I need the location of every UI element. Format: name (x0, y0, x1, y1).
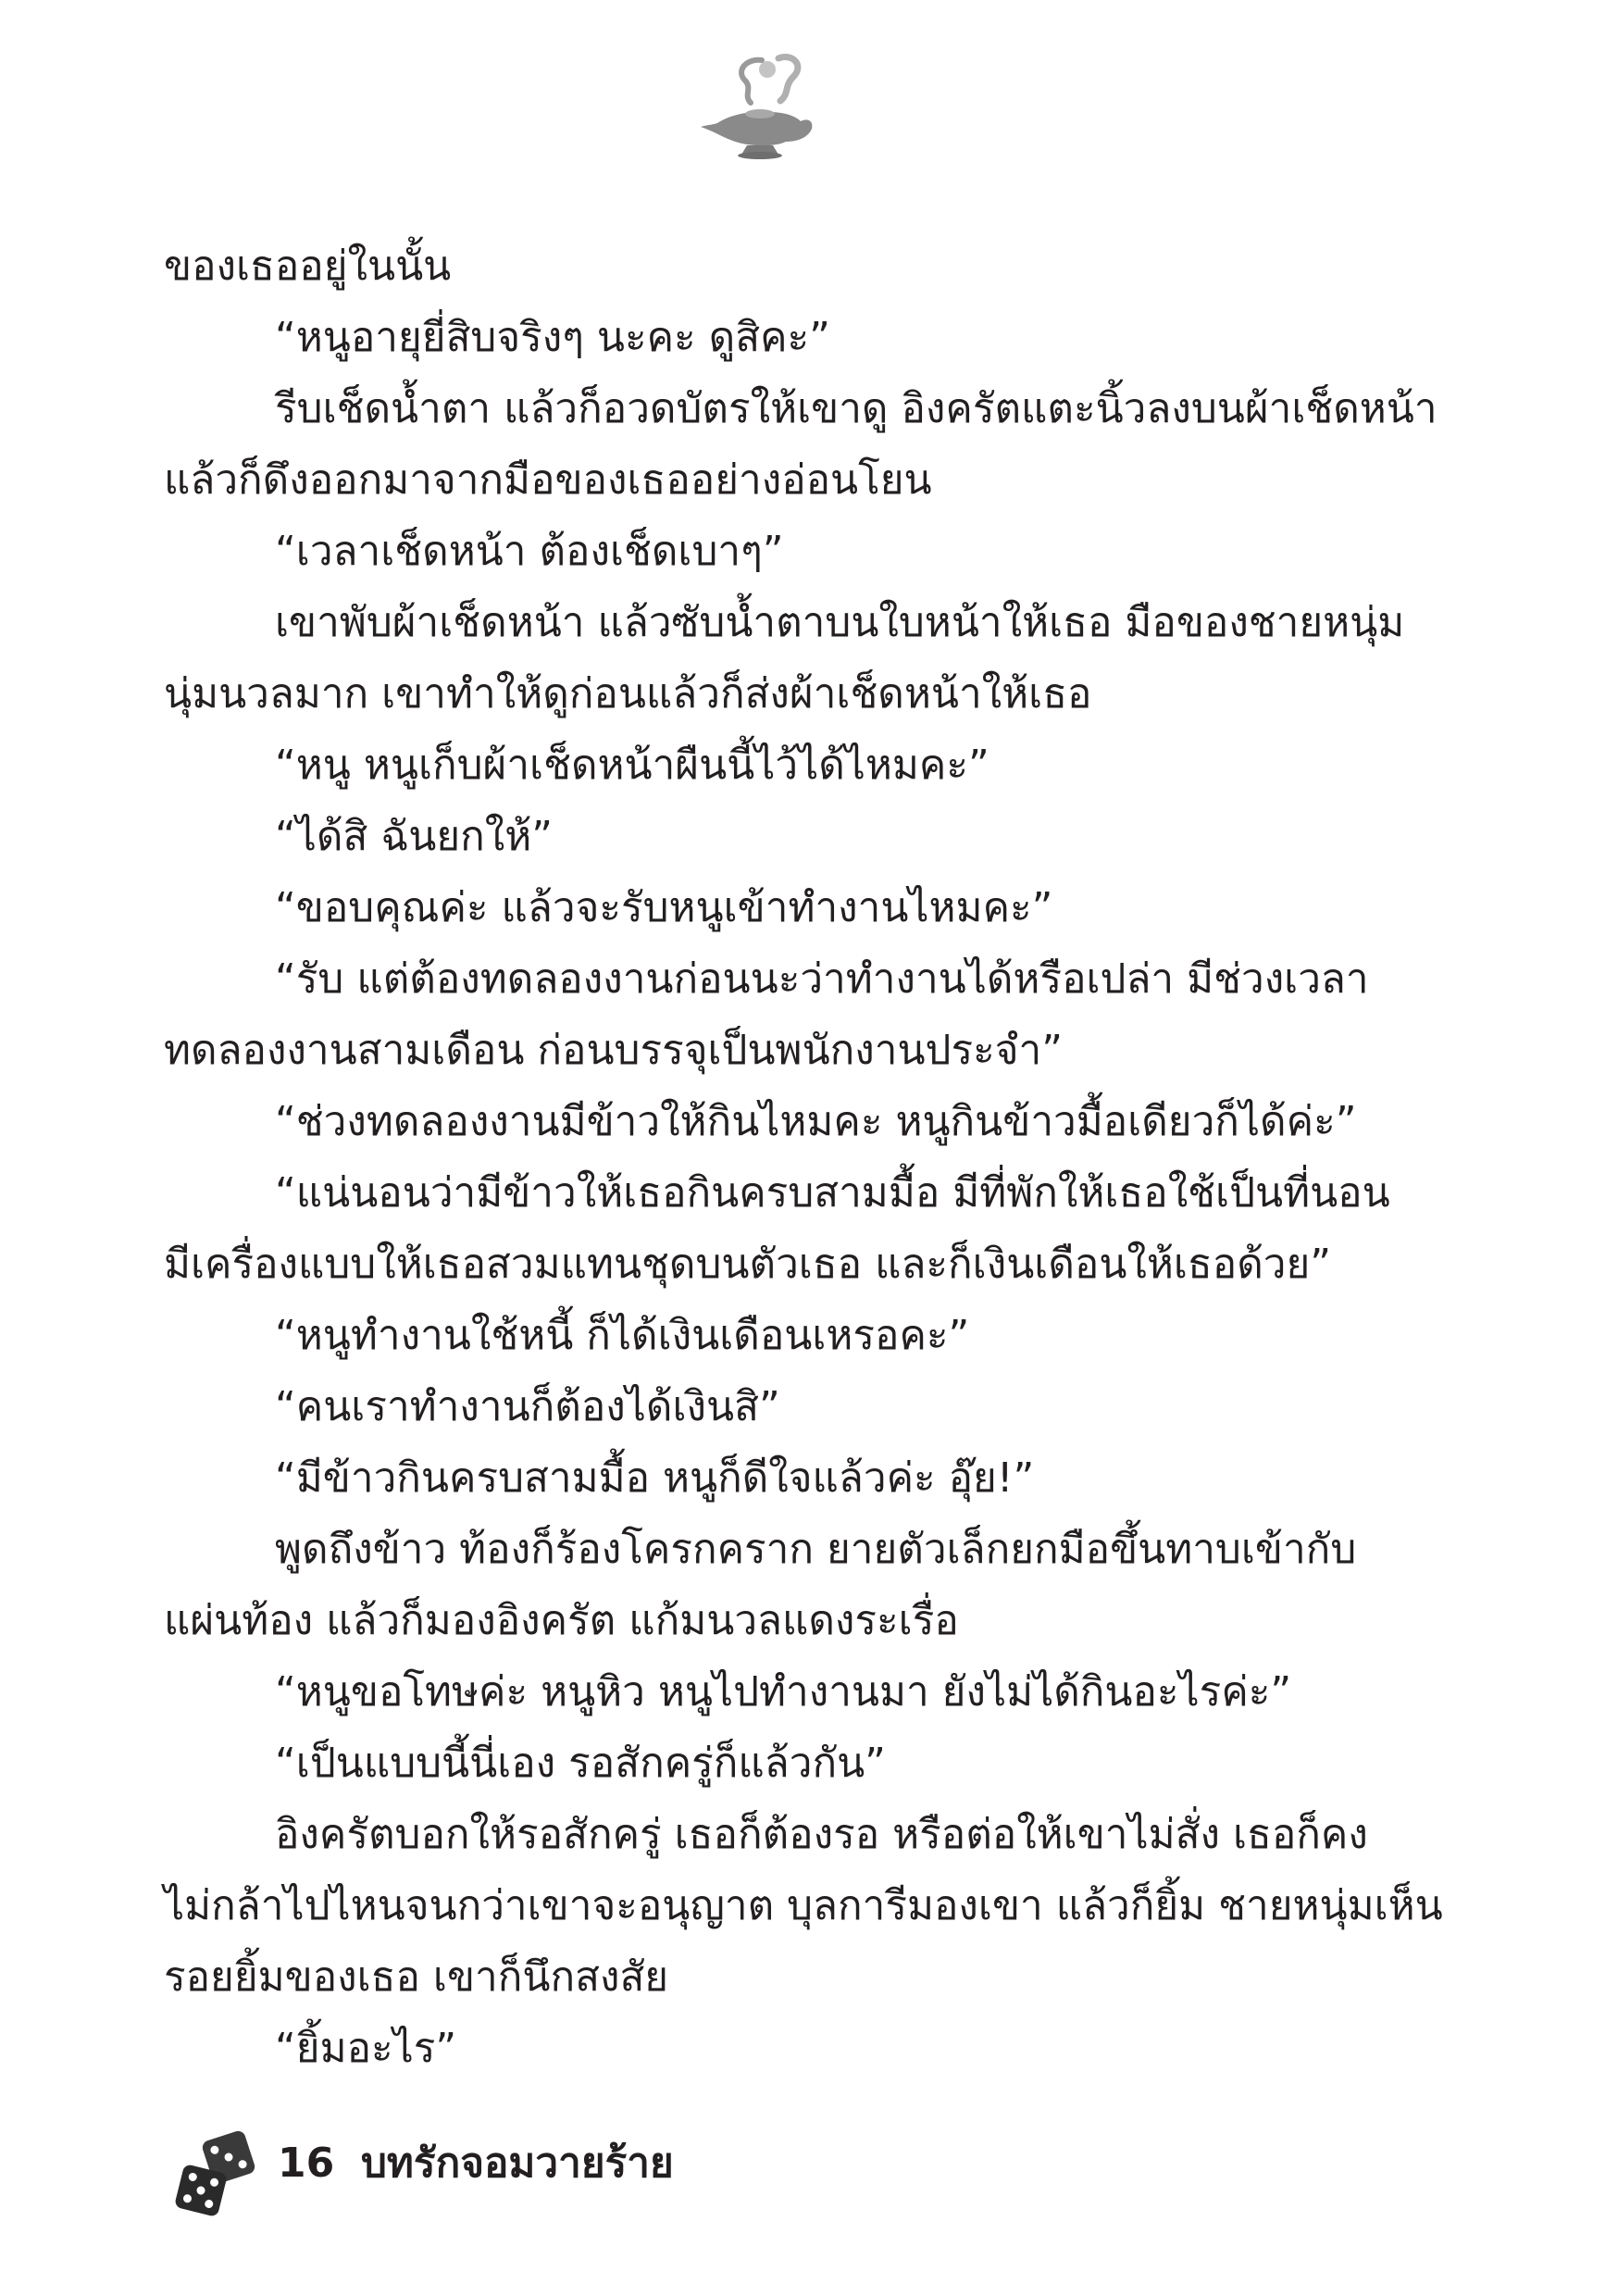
body-line: “เวลาเช็ดหน้า ต้องเช็ดเบาๆ” (275, 528, 784, 575)
body-line: “หนู หนูเก็บผ้าเช็ดหน้าผืนนี้ไว้ได้ไหมคะ” (275, 742, 989, 789)
body-line: รีบเช็ดน้ำตา แล้วก็อวดบัตรให้เขาดู อิงครัตแตะนิ้วลงบนผ้าเช็ดหน้า (275, 385, 1438, 432)
body-line: ไม่กล้าไปไหนจนกว่าเขาจะอนุญาต บุลการีมองเขา แล้วก็ยิ้ม ชายหนุ่มเห็น (164, 1882, 1443, 1929)
body-line: “หนูอายุยี่สิบจริงๆ นะคะ ดูสิคะ” (275, 314, 830, 361)
body-line: อิงครัตบอกให้รอสักครู่ เธอก็ต้องรอ หรือต่อให้เขาไม่สั่ง เธอก็คง (275, 1811, 1368, 1858)
body-line: แผ่นท้อง แล้วก็มองอิงครัต แก้มนวลแดงระเรื่อ (164, 1597, 959, 1644)
book-title: บทรักจอมวายร้าย (361, 2140, 674, 2187)
body-line: รอยยิ้มของเธอ เขาก็นึกสงสัย (164, 1953, 669, 2001)
page-number: 16 (278, 2140, 335, 2187)
body-line: แล้วก็ดึงออกมาจากมือของเธออย่างอ่อนโยน (164, 456, 932, 504)
body-line: “แน่นอนว่ามีข้าวให้เธอกินครบสามมื้อ มีที่พักให้เธอใช้เป็นที่นอน (275, 1169, 1390, 1217)
body-line: “ยิ้มอะไร” (275, 2025, 457, 2072)
body-line: “ขอบคุณค่ะ แล้วจะรับหนูเข้าทำงานไหมคะ” (275, 884, 1053, 931)
body-line: “หนูทำงานใช้หนี้ ก็ได้เงินเดือนเหรอคะ” (275, 1312, 970, 1359)
body-line: ของเธออยู่ในนั้น (164, 243, 452, 290)
body-line: เขาพับผ้าเช็ดหน้า แล้วซับน้ำตาบนใบหน้าให้เธอ มือของชายหนุ่ม (275, 599, 1405, 646)
body-line: “หนูขอโทษค่ะ หนูหิว หนูไปทำงานมา ยังไม่ได้กินอะไรค่ะ” (275, 1668, 1292, 1716)
body-line: นุ่มนวลมาก เขาทำให้ดูก่อนแล้วก็ส่งผ้าเช็ดหน้าให้เธอ (164, 670, 1092, 718)
body-line: ทดลองงานสามเดือน ก่อนบรรจุเป็นพนักงานประจำ” (164, 1027, 1064, 1074)
body-line: “เป็นแบบนี้นี่เอง รอสักครู่ก็แล้วกัน” (275, 1740, 886, 1787)
body-line: “ได้สิ ฉันยกให้” (275, 813, 554, 860)
body-line: “ช่วงทดลองงานมีข้าวให้กินไหมคะ หนูกินข้าวมื้อเดียวก็ได้ค่ะ” (275, 1098, 1357, 1145)
body-line: “รับ แต่ต้องทดลองงานก่อนนะว่าทำงานได้หรือเปล่า มีช่วงเวลา (275, 955, 1369, 1003)
body-line: พูดถึงข้าว ท้องก็ร้องโครกคราก ยายตัวเล็กยกมือขึ้นทาบเข้ากับ (275, 1526, 1357, 1573)
body-line: “มีข้าวกินครบสามมื้อ หนูก็ดีใจแล้วค่ะ อุ๊ย!” (275, 1454, 1035, 1502)
body-line: มีเครื่องแบบให้เธอสวมแทนชุดบนตัวเธอ และก็เงินเดือนให้เธอด้วย” (164, 1241, 1332, 1288)
dice-icon (171, 2129, 264, 2217)
body-line: “คนเราทำงานก็ต้องได้เงินสิ” (275, 1383, 780, 1430)
